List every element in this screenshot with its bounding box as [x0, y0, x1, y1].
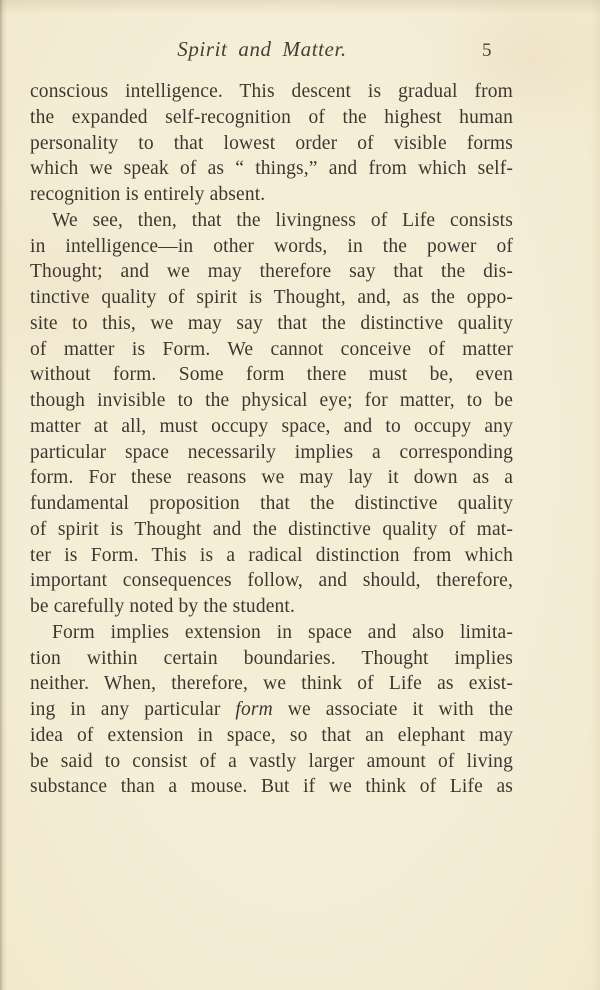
- text-line: form. For these reasons we may lay it down as a: [30, 467, 513, 489]
- text-line: We see, then, that the livingness of Life consists: [52, 209, 513, 231]
- text-line: fundamental proposition that the distinctive quality: [30, 493, 513, 514]
- text-line: be said to consist of a vastly larger amount of living: [30, 750, 513, 772]
- text-line: though invisible to the physical eye; for matter, to be: [30, 390, 513, 411]
- text-line: of spirit is Thought and the distinctive quality of mat-: [30, 518, 513, 540]
- text-line: particular space necessarily implies a corresponding: [30, 441, 513, 463]
- text-line: be carefully noted by the student.: [30, 596, 296, 617]
- running-head: [0, 35, 600, 63]
- text-line: conscious intelligence. This descent is gradual from: [30, 81, 513, 102]
- paragraph: [30, 208, 513, 620]
- text-line: ter is Form. This is a radical distinction from which: [30, 544, 513, 566]
- running-head-title: Spirit and Matter.: [177, 37, 347, 61]
- text-line: Form implies extension in space and also limita-: [52, 621, 513, 643]
- text-line: site to this, we may say that the distinctive quality: [30, 312, 513, 334]
- text-line: without form. Some form there must be, even: [30, 364, 513, 386]
- page-body: [30, 79, 513, 800]
- text-line: Thought; and we may therefore say that the dis-: [30, 261, 513, 283]
- page-number: 5: [482, 40, 492, 61]
- paragraph: [30, 79, 513, 208]
- text-line: neither. When, therefore, we think of Life as exist-: [30, 673, 513, 695]
- text-line: substance than a mouse. But if we think of Life as: [30, 776, 513, 798]
- italic-word: form: [235, 699, 273, 720]
- text-line: which we speak of as “ things,” and from which self-: [30, 158, 513, 180]
- text-line: personality to that lowest order of visible forms: [30, 132, 513, 154]
- text-line: in intelligence—in other words, in the power of: [30, 235, 513, 257]
- text-line: tinctive quality of spirit is Thought, and, as the oppo-: [30, 287, 513, 308]
- text-line: tion within certain boundaries. Thought implies: [30, 647, 513, 669]
- text-line: matter at all, must occupy space, and to occupy any: [30, 415, 513, 437]
- text-line: idea of extension in space, so that an elephant may: [30, 724, 513, 746]
- text-line: important consequences follow, and should, therefore,: [30, 570, 513, 592]
- text-line: of matter is Form. We cannot conceive of matter: [30, 338, 513, 360]
- text-line: the expanded self-recognition of the highest human: [30, 106, 513, 128]
- text-line: recognition is entirely absent.: [30, 184, 266, 205]
- text-line: ing in any particular form we associate it with the: [30, 699, 513, 720]
- paragraph: [30, 620, 513, 800]
